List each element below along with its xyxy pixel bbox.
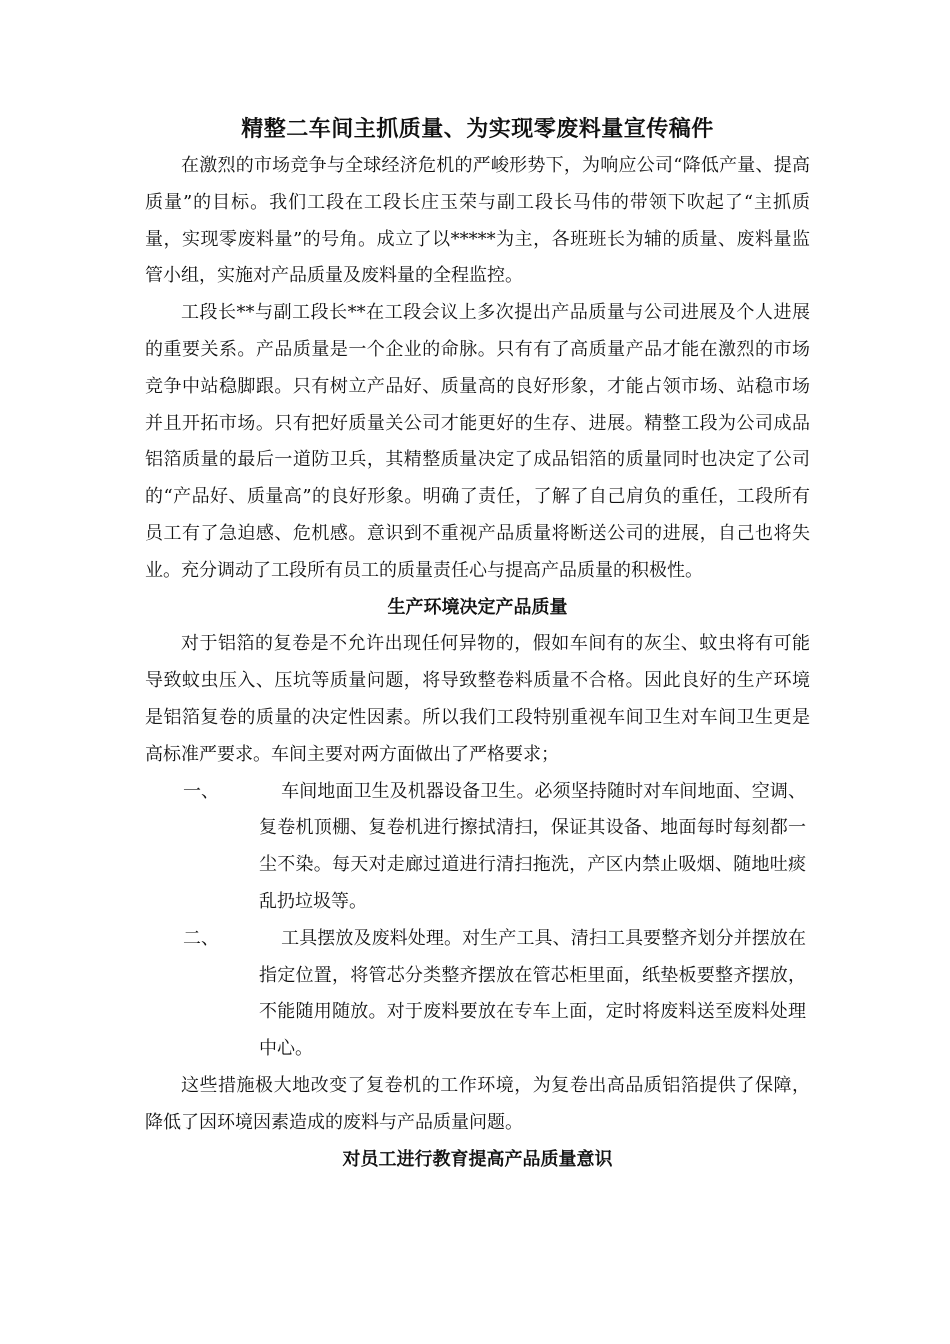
list-item-text (259, 921, 810, 1068)
paragraph-environment-intro: 对于铝箔的复卷是不允许出现任何异物的，假如车间有的灰尘、蚊虫将有可能导致蚊虫压入、压坑等质量问题，将导致整卷料质量不合格。因此良好的生产环境是铝箔复卷的质量的决定性因素。所以我们工段特别重视车间卫生对车间卫生更是高标准严要求。车间主要对两方面做出了严格要求； (145, 633, 810, 765)
list-item-text (259, 774, 810, 921)
paragraph-intro: 在激烈的市场竞争与全球经济危机的严峻形势下，为响应公司“降低产量、提高质量”的目标。我们工段在工段长庄玉荣与副工段长马伟的带领下吹起了“主抓质量，实现零废料量”的号角。成立了以*****为主，各班班长为辅的质量、废料量监管小组，实施对产品质量及废料量的全程监控。 (145, 155, 810, 287)
section-heading-education: 对员工进行教育提高产品质量意识 (342, 1148, 613, 1170)
list-item-number: 二、 (183, 927, 219, 949)
list-item (145, 921, 810, 1068)
paragraph-environment-conclusion: 这些措施极大地改变了复卷机的工作环境，为复卷出高品质铝箔提供了保障，降低了因环境因素造成的废料与产品质量问题。 (145, 1074, 810, 1133)
document-page (145, 112, 810, 1178)
list-item-number: 一、 (183, 780, 219, 802)
list-item (145, 774, 810, 921)
list-item-text-content: 工具摆放及废料处理。对生产工具、清扫工具要整齐划分并摆放在指定位置，将管芯分类整齐摆放在管芯柜里面，纸垫板要整齐摆放，不能随用随放。对于废料要放在专车上面，定时将废料送至废料处理中心。 (259, 927, 806, 1060)
document-title: 精整二车间主抓质量、为实现零废料量宣传稿件 (241, 116, 714, 142)
list-item-text-content: 车间地面卫生及机器设备卫生。必须坚持随时对车间地面、空调、复卷机顶棚、复卷机进行擦拭清扫，保证其设备、地面每时每刻都一尘不染。每天对走廊过道进行清扫拖洗，产区内禁止吸烟、随地吐痰乱扔垃圾等。 (259, 780, 806, 912)
section-heading-environment: 生产环境决定产品质量 (387, 596, 568, 618)
paragraph-quality-importance: 工段长**与副工段长**在工段会议上多次提出产品质量与公司进展及个人进展的重要关系。产品质量是一个企业的命脉。只有有了高质量产品才能在激烈的市场竞争中站稳脚跟。只有树立产品好、质量高的良好形象，才能占领市场、站稳市场并且开拓市场。只有把好质量关公司才能更好的生存、进展。精整工段为公司成品铝箔质量的最后一道防卫兵，其精整质量决定了成品铝箔的质量同时也决定了公司的“产品好、质量高”的良好形象。明确了责任，了解了自己肩负的重任，工段所有员工有了急迫感、危机感。意识到不重视产品质量将断送公司的进展，自己也将失业。充分调动了工段所有员工的质量责任心与提高产品质量的积极性。 (145, 302, 810, 581)
